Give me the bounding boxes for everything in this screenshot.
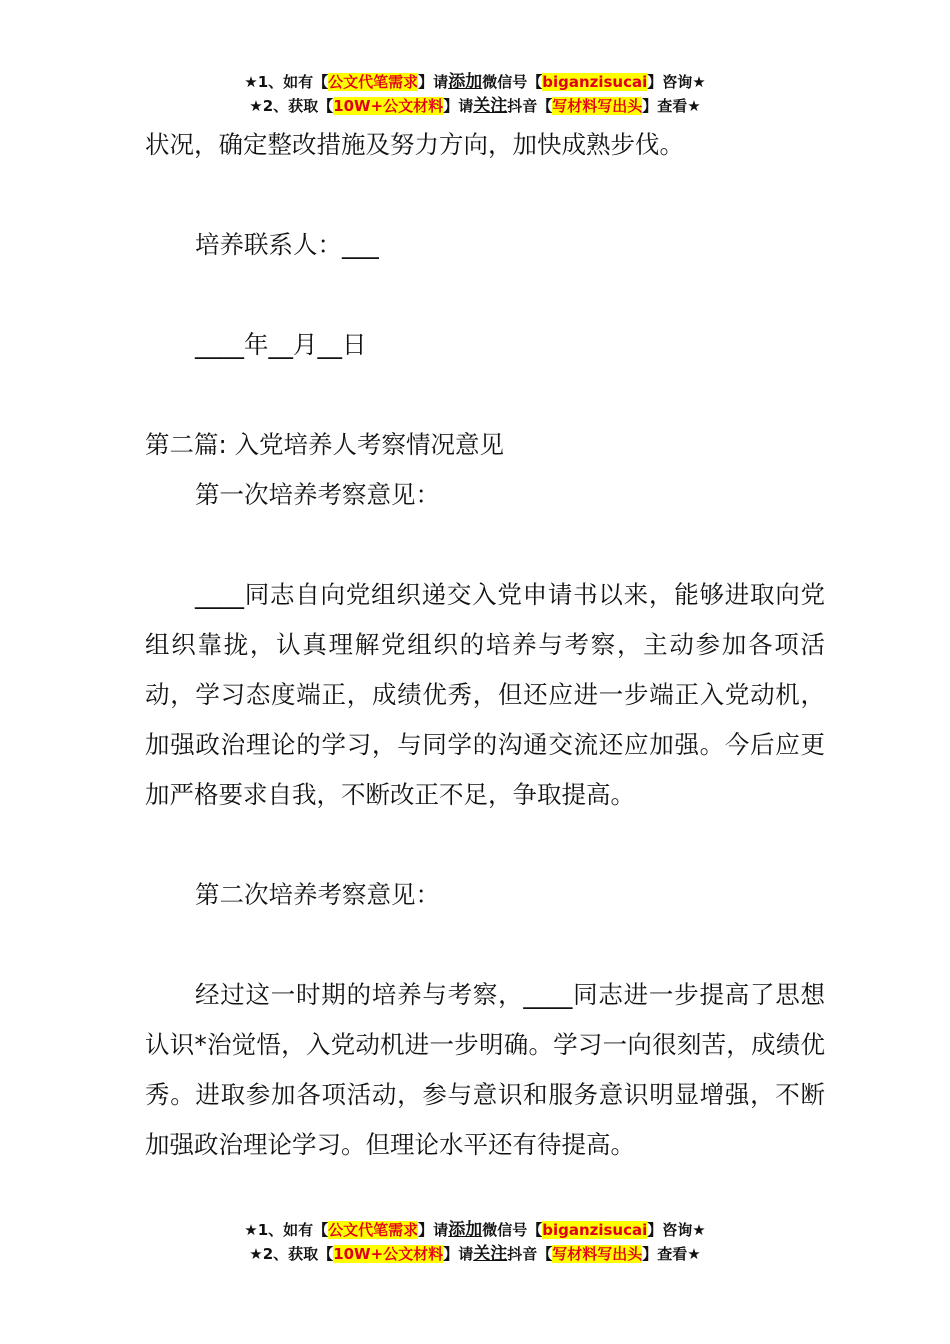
header-line-1-mid-2: 微信号【: [482, 73, 543, 91]
spacer: [145, 820, 825, 870]
header-line-1-mid-1: 】请: [418, 73, 449, 91]
footer-line-1-highlight-1: 公文代笔需求: [328, 1221, 419, 1239]
header-line-1-underline: 添加: [448, 72, 483, 92]
spacer: [145, 520, 825, 570]
second-review-heading: 第二次培养考察意见：: [195, 880, 440, 909]
header-line-2-mid-2: 抖音【: [507, 97, 553, 115]
footer-line-1-underline: 添加: [448, 1220, 483, 1240]
header-line-2: [0, 94, 950, 118]
footer-line-2-highlight-2: 写材料写出头: [552, 1245, 643, 1263]
footer-line-1-highlight-2: biganzisucai: [542, 1221, 648, 1239]
footer-line-2-suffix: 】查看★: [642, 1245, 701, 1263]
header-line-2-prefix: ★2、获取【: [249, 97, 334, 115]
footer-line-1-mid-2: 微信号【: [482, 1221, 543, 1239]
footer-line-1-suffix: 】咨询★: [647, 1221, 706, 1239]
header-line-2-underline: 关注: [473, 96, 508, 116]
header-line-1-highlight-1: 公文代笔需求: [328, 73, 419, 91]
spacer: [145, 270, 825, 320]
header-line-1: [0, 70, 950, 94]
header-line-1-prefix: ★1、如有【: [244, 73, 329, 91]
footer-banner: [0, 1218, 950, 1266]
footer-line-1-mid-1: 】请: [418, 1221, 449, 1239]
header-line-2-highlight-1: 10W+公文材料: [333, 97, 444, 115]
section-title: 第二篇: 入党培养人考察情况意见: [145, 430, 505, 459]
header-line-1-suffix: 】咨询★: [647, 73, 706, 91]
document-body: [145, 120, 825, 1170]
contact-person-line: 培养联系人：___: [195, 230, 379, 259]
footer-line-2-prefix: ★2、获取【: [249, 1245, 334, 1263]
first-review-heading: 第一次培养考察意见：: [195, 480, 440, 509]
header-line-2-suffix: 】查看★: [642, 97, 701, 115]
spacer: [145, 370, 825, 420]
footer-line-1: [0, 1218, 950, 1242]
header-line-2-mid-1: 】请: [443, 97, 474, 115]
spacer: [145, 170, 825, 220]
header-line-1-highlight-2: biganzisucai: [542, 73, 648, 91]
footer-line-2-mid-2: 抖音【: [507, 1245, 553, 1263]
header-banner: [0, 70, 950, 118]
second-review-text: 经过这一时期的培养与考察，____同志进一步提高了思想认识*治觉悟，入党动机进一步明确。学习一向很刻苦，成绩优秀。进取参加各项活动，参与意识和服务意识明显增强，不断加强政治理论学习。但理论水平还有待提高。: [145, 980, 825, 1159]
footer-line-2-underline: 关注: [473, 1244, 508, 1264]
date-line: ____年__月__日: [195, 330, 367, 359]
paragraph-continuation: 状况，确定整改措施及努力方向，加快成熟步伐。: [145, 130, 684, 159]
footer-line-2: [0, 1242, 950, 1266]
first-review-text: ____同志自向党组织递交入党申请书以来，能够进取向党组织靠拢，认真理解党组织的培养与考察，主动参加各项活动，学习态度端正，成绩优秀，但还应进一步端正入党动机，加强政治理论的学习，与同学的沟通交流还应加强。今后应更加严格要求自我，不断改正不足，争取提高。: [145, 580, 825, 809]
footer-line-2-mid-1: 】请: [443, 1245, 474, 1263]
header-line-2-highlight-2: 写材料写出头: [552, 97, 643, 115]
spacer: [145, 920, 825, 970]
footer-line-2-highlight-1: 10W+公文材料: [333, 1245, 444, 1263]
footer-line-1-prefix: ★1、如有【: [244, 1221, 329, 1239]
